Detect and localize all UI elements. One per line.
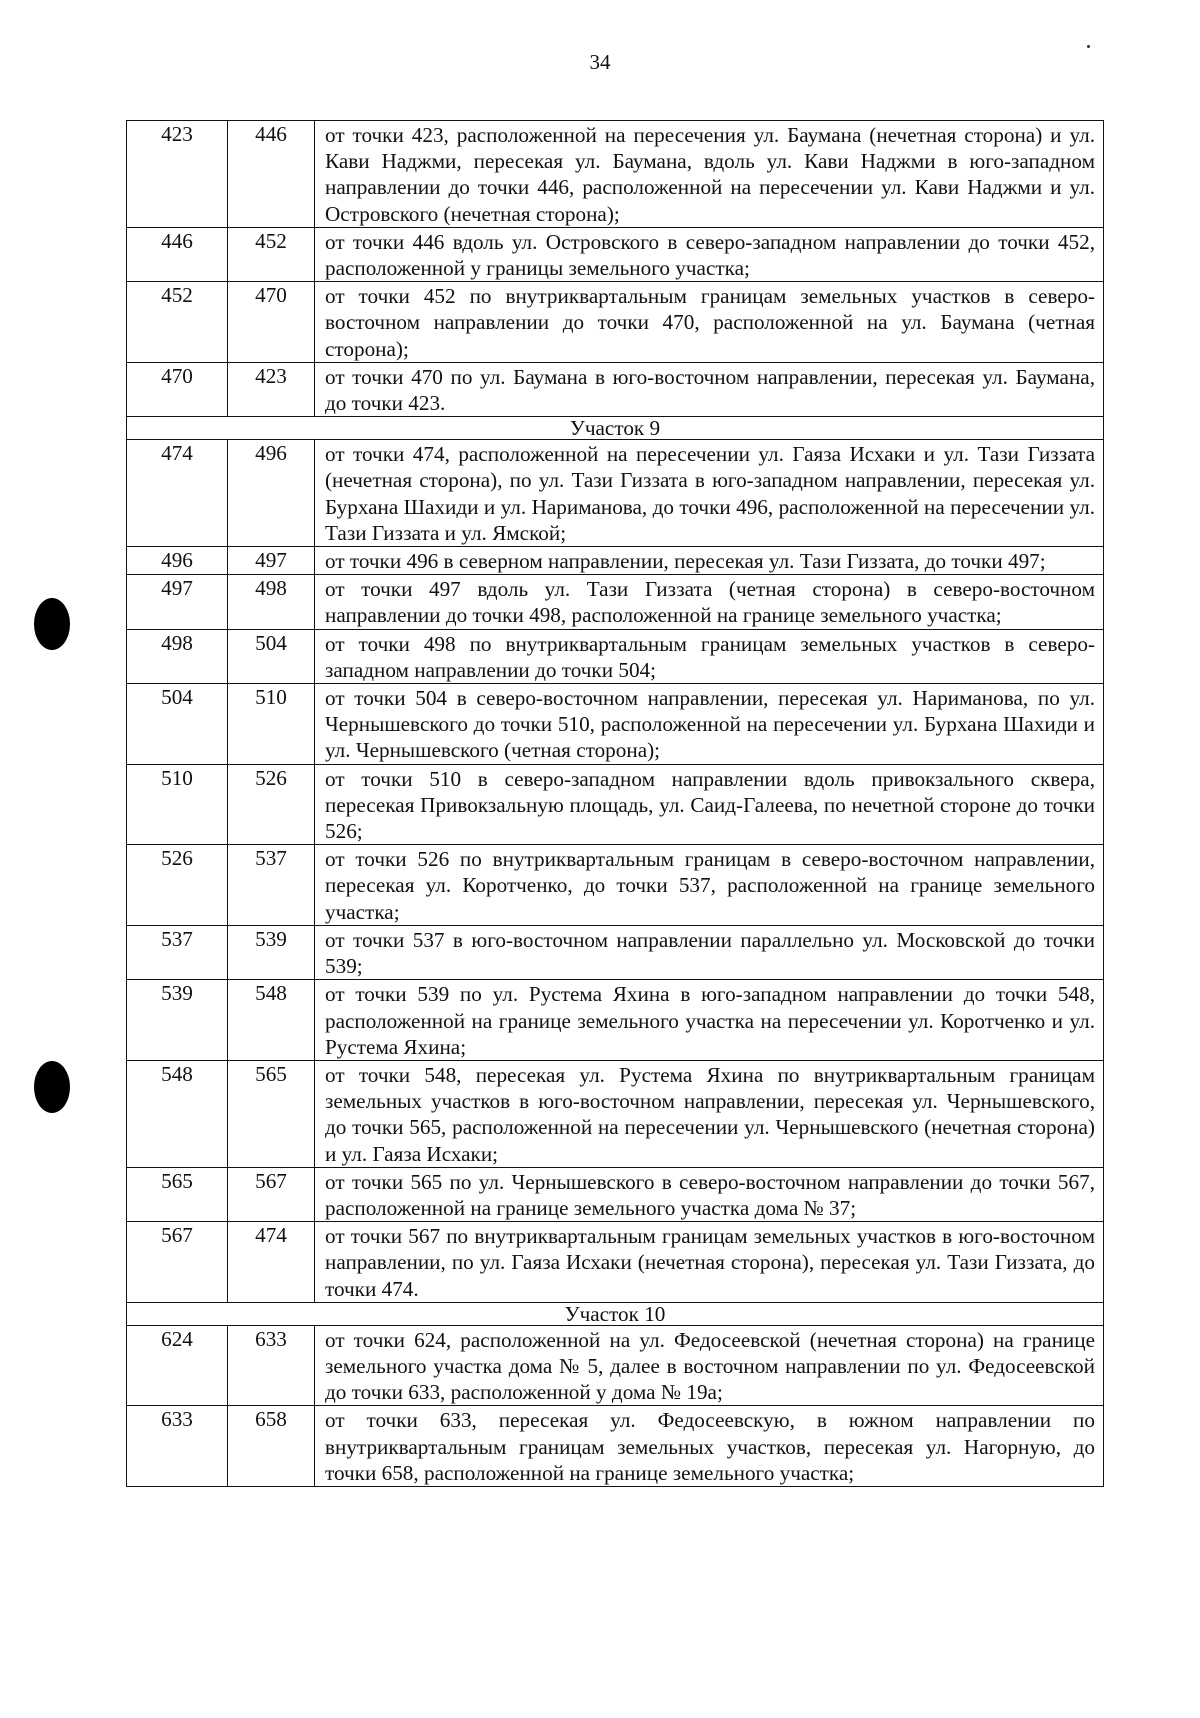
segment-description: от точки 526 по внутриквартальным границам в северо-восточном направлении, пересекая ул. Коротченко, до точки 537, расположенной на границе земельного участка; — [315, 845, 1104, 926]
point-to: 497 — [228, 547, 315, 575]
point-from: 452 — [127, 282, 228, 363]
segment-description: от точки 446 вдоль ул. Островского в северо-западном направлении до точки 452, расположенной у границы земельного участка; — [315, 227, 1104, 281]
segment-description: от точки 539 по ул. Рустема Яхина в юго-западном направлении до точки 548, расположенной на границе земельного участка на пересечении ул. Коротченко и ул. Рустема Яхина; — [315, 980, 1104, 1061]
segment-description: от точки 504 в северо-восточном направлении, пересекая ул. Нариманова, по ул. Чернышевского до точки 510, расположенной на пересечении ул. Бурхана Шахиди и ул. Чернышевского (четная сторона); — [315, 684, 1104, 765]
point-to: 474 — [228, 1222, 315, 1303]
point-from: 526 — [127, 845, 228, 926]
point-to: 567 — [228, 1167, 315, 1221]
point-from: 474 — [127, 440, 228, 547]
point-to: 470 — [228, 282, 315, 363]
segment-description: от точки 470 по ул. Баумана в юго-восточном направлении, пересекая ул. Баумана, до точки 423. — [315, 362, 1104, 416]
segment-description: от точки 548, пересекая ул. Рустема Яхина по внутриквартальным границам земельных участков в юго-восточном направлении, пересекая ул. Чернышевского, до точки 565, расположенной на пересечении ул. Чернышевского (нечетная сторона) и ул. Гаяза Исхаки; — [315, 1060, 1104, 1167]
boundary-table-body — [127, 121, 1104, 1487]
table-row — [127, 1325, 1104, 1406]
point-to: 423 — [228, 362, 315, 416]
point-to: 452 — [228, 227, 315, 281]
point-to: 510 — [228, 684, 315, 765]
segment-description: от точки 423, расположенной на пересечения ул. Баумана (нечетная сторона) и ул. Кави Наджми, пересекая ул. Баумана, вдоль ул. Кави Наджми в юго-западном направлении до точки 446, расположенной на пересечении ул. Кави Наджми и ул. Островского (нечетная сторона); — [315, 121, 1104, 228]
point-from: 537 — [127, 925, 228, 979]
segment-description: от точки 474, расположенной на пересечении ул. Гаяза Исхаки и ул. Тази Гиззата (нечетная сторона), по ул. Тази Гиззата в юго-западном направлении, пересекая ул. Бурхана Шахиди и ул. Нариманова, до точки 496, расположенной на пересечении ул. Тази Гиззата и ул. Ямской; — [315, 440, 1104, 547]
segment-description: от точки 633, пересекая ул. Федосеевскую, в южном направлении по внутриквартальным границам земельных участков, пересекая ул. Нагорную, до точки 658, расположенной на границе земельного участка; — [315, 1406, 1104, 1487]
table-row — [127, 925, 1104, 979]
point-to: 565 — [228, 1060, 315, 1167]
point-from: 504 — [127, 684, 228, 765]
segment-description: от точки 496 в северном направлении, пересекая ул. Тази Гиззата, до точки 497; — [315, 547, 1104, 575]
point-from: 498 — [127, 629, 228, 683]
section-title: Участок 9 — [127, 417, 1104, 440]
table-row — [127, 629, 1104, 683]
point-from: 497 — [127, 575, 228, 629]
table-row — [127, 764, 1104, 845]
table-row — [127, 547, 1104, 575]
page-number: 34 — [589, 50, 611, 74]
segment-description: от точки 452 по внутриквартальным границам земельных участков в северо-восточном направлении до точки 470, расположенной на ул. Баумана (четная сторона); — [315, 282, 1104, 363]
point-from: 624 — [127, 1325, 228, 1406]
point-to: 658 — [228, 1406, 315, 1487]
point-from: 470 — [127, 362, 228, 416]
segment-description: от точки 498 по внутриквартальным границам земельных участков в северо-западном направлении до точки 504; — [315, 629, 1104, 683]
section-row — [127, 417, 1104, 440]
point-to: 498 — [228, 575, 315, 629]
table-row — [127, 282, 1104, 363]
point-to: 539 — [228, 925, 315, 979]
point-from: 496 — [127, 547, 228, 575]
point-to: 504 — [228, 629, 315, 683]
scan-speck — [1087, 45, 1090, 48]
segment-description: от точки 567 по внутриквартальным границам земельных участков в юго-восточном направлении, по ул. Гаяза Исхаки (нечетная сторона), пересекая ул. Тази Гиззата, до точки 474. — [315, 1222, 1104, 1303]
point-to: 446 — [228, 121, 315, 228]
punch-hole — [34, 598, 70, 650]
point-from: 539 — [127, 980, 228, 1061]
point-from: 633 — [127, 1406, 228, 1487]
table-row — [127, 684, 1104, 765]
table-row — [127, 362, 1104, 416]
point-to: 526 — [228, 764, 315, 845]
section-row — [127, 1302, 1104, 1325]
table-row — [127, 1167, 1104, 1221]
punch-hole — [34, 1061, 70, 1113]
point-from: 510 — [127, 764, 228, 845]
segment-description: от точки 510 в северо-западном направлении вдоль привокзального сквера, пересекая Привокзальную площадь, ул. Саид-Галеева, по нечетной стороне до точки 526; — [315, 764, 1104, 845]
table-row — [127, 227, 1104, 281]
table-row — [127, 575, 1104, 629]
point-from: 446 — [127, 227, 228, 281]
point-from: 565 — [127, 1167, 228, 1221]
segment-description: от точки 565 по ул. Чернышевского в северо-восточном направлении до точки 567, расположенной на границе земельного участка дома № 37; — [315, 1167, 1104, 1221]
table-row — [127, 440, 1104, 547]
point-from: 423 — [127, 121, 228, 228]
point-to: 537 — [228, 845, 315, 926]
table-row — [127, 1060, 1104, 1167]
point-to: 548 — [228, 980, 315, 1061]
point-to: 496 — [228, 440, 315, 547]
table-row — [127, 121, 1104, 228]
segment-description: от точки 497 вдоль ул. Тази Гиззата (четная сторона) в северо-восточном направлении до точки 498, расположенной на границе земельного участка; — [315, 575, 1104, 629]
point-from: 567 — [127, 1222, 228, 1303]
table-row — [127, 980, 1104, 1061]
point-to: 633 — [228, 1325, 315, 1406]
table-row — [127, 845, 1104, 926]
section-title: Участок 10 — [127, 1302, 1104, 1325]
boundary-table — [126, 120, 1104, 1487]
table-row — [127, 1406, 1104, 1487]
segment-description: от точки 624, расположенной на ул. Федосеевской (нечетная сторона) на границе земельного участка дома № 5, далее в восточном направлении по ул. Федосеевской до точки 633, расположенной у дома № 19а; — [315, 1325, 1104, 1406]
table-row — [127, 1222, 1104, 1303]
point-from: 548 — [127, 1060, 228, 1167]
segment-description: от точки 537 в юго-восточном направлении параллельно ул. Московской до точки 539; — [315, 925, 1104, 979]
